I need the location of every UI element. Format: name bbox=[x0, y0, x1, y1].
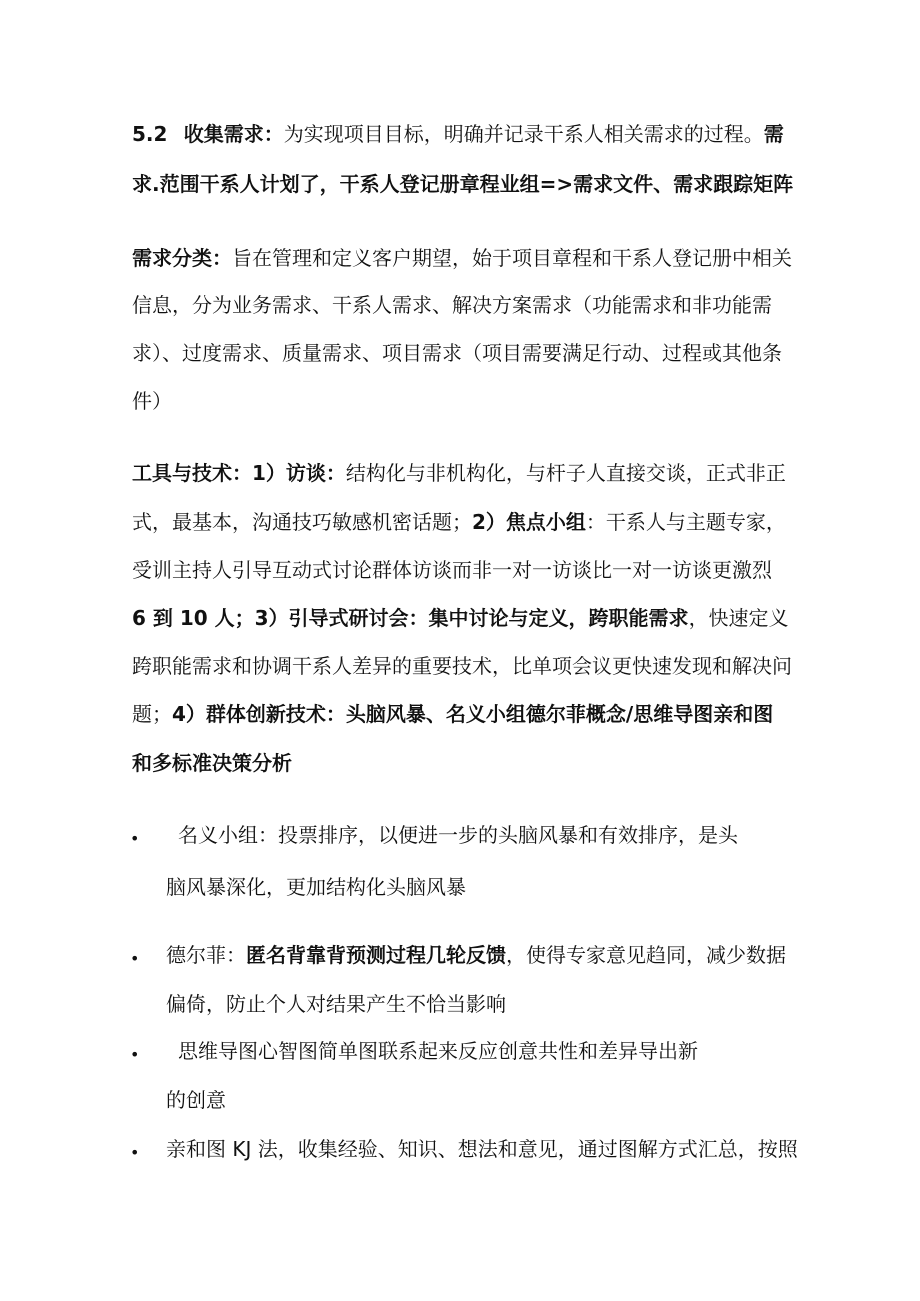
tools-line-7: 和多标准决策分析 bbox=[132, 751, 292, 775]
bullet-2-label: 德尔菲： bbox=[166, 943, 246, 967]
tool-group-creativity: 4）群体创新技术：头脑风暴、名义小组德尔菲概念/思维导图亲和图 bbox=[172, 702, 774, 726]
tools-line-2-text: 式，最基本，沟通技巧敏感机密话题； bbox=[132, 510, 472, 534]
section-desc: 为实现项目目标，明确并记录干系人相关需求的过程。 bbox=[283, 122, 764, 146]
tool-interview: 1）访谈： bbox=[252, 461, 346, 485]
classification-label: 需求分类： bbox=[132, 246, 232, 270]
tools-line-6-a: 题； bbox=[132, 702, 172, 726]
tool-focus-group-desc: ：干系人与主题专家， bbox=[585, 510, 786, 534]
tools-line-3: 受训主持人引导互动式讨论群体访谈而非一对一访谈比一对一访谈更激烈 bbox=[132, 558, 772, 582]
bullet-2-symbol: • bbox=[130, 949, 140, 968]
bullet-1-line-1: 名义小组：投票排序，以便进一步的头脑风暴和有效排序，是头 bbox=[178, 823, 738, 847]
classification-line-2: 信息，分为业务需求、干系人需求、解决方案需求（功能需求和非功能需 bbox=[132, 293, 772, 317]
section-desc-tail: 需 bbox=[763, 122, 784, 146]
bullet-3-line-1: 思维导图心智图简单图联系起来反应创意共性和差异导出新 bbox=[178, 1039, 698, 1063]
bullet-2-bold: 匿名背靠背预测过程几轮反馈 bbox=[246, 943, 506, 967]
tools-line-2 bbox=[132, 507, 802, 537]
classification-text-1: 旨在管理和定义客户期望，始于项目章程和干系人登记册中相关 bbox=[232, 246, 792, 270]
bullet-2-line-2: 偏倚，防止个人对结果产生不恰当影响 bbox=[166, 992, 506, 1016]
tool-focus-group: 2）焦点小组 bbox=[472, 510, 586, 534]
tools-line-4-a: 6 到 10 人； bbox=[132, 606, 255, 630]
classification-line-1 bbox=[132, 243, 802, 273]
tools-line-6 bbox=[132, 699, 802, 729]
classification-line-4: 件） bbox=[132, 389, 172, 413]
tools-line-4 bbox=[132, 603, 802, 633]
tools-label: 工具与技术： bbox=[132, 461, 252, 485]
tools-line-1 bbox=[132, 458, 802, 488]
section-title: 收集需求： bbox=[183, 122, 284, 146]
tool-interview-desc: 结构化与非机构化，与杆子人直接交谈，正式非正 bbox=[345, 461, 786, 485]
bullet-3-symbol: • bbox=[130, 1045, 140, 1064]
tools-line-4-c: ，快速定义 bbox=[688, 606, 789, 630]
tools-line-5: 跨职能需求和协调干系人差异的重要技术，比单项会议更快速发现和解决问 bbox=[132, 654, 792, 678]
bullet-1-symbol: • bbox=[130, 829, 140, 848]
bullet-4-line-1: 亲和图 KJ 法，收集经验、知识、想法和意见，通过图解方式汇总，按照 bbox=[166, 1137, 798, 1161]
section-heading-line bbox=[132, 119, 802, 149]
classification-line-3: 求）、过度需求、质量需求、项目需求（项目需要满足行动、过程或其他条 bbox=[132, 341, 782, 365]
bullet-4-symbol: • bbox=[130, 1143, 140, 1162]
tool-workshop: 3）引导式研讨会：集中讨论与定义，跨职能需求 bbox=[254, 606, 689, 630]
bullet-1-line-2: 脑风暴深化，更加结构化头脑风暴 bbox=[166, 875, 466, 899]
section-line-2: 求.范围干系人计划了，干系人登记册章程业组=>需求文件、需求跟踪矩阵 bbox=[132, 172, 794, 196]
bullet-2-rest: ，使得专家意见趋同，减少数据 bbox=[506, 943, 786, 967]
bullet-3-line-2: 的创意 bbox=[166, 1088, 226, 1112]
bullet-2-line-1 bbox=[166, 940, 786, 970]
section-number: 5.2 bbox=[132, 122, 168, 146]
